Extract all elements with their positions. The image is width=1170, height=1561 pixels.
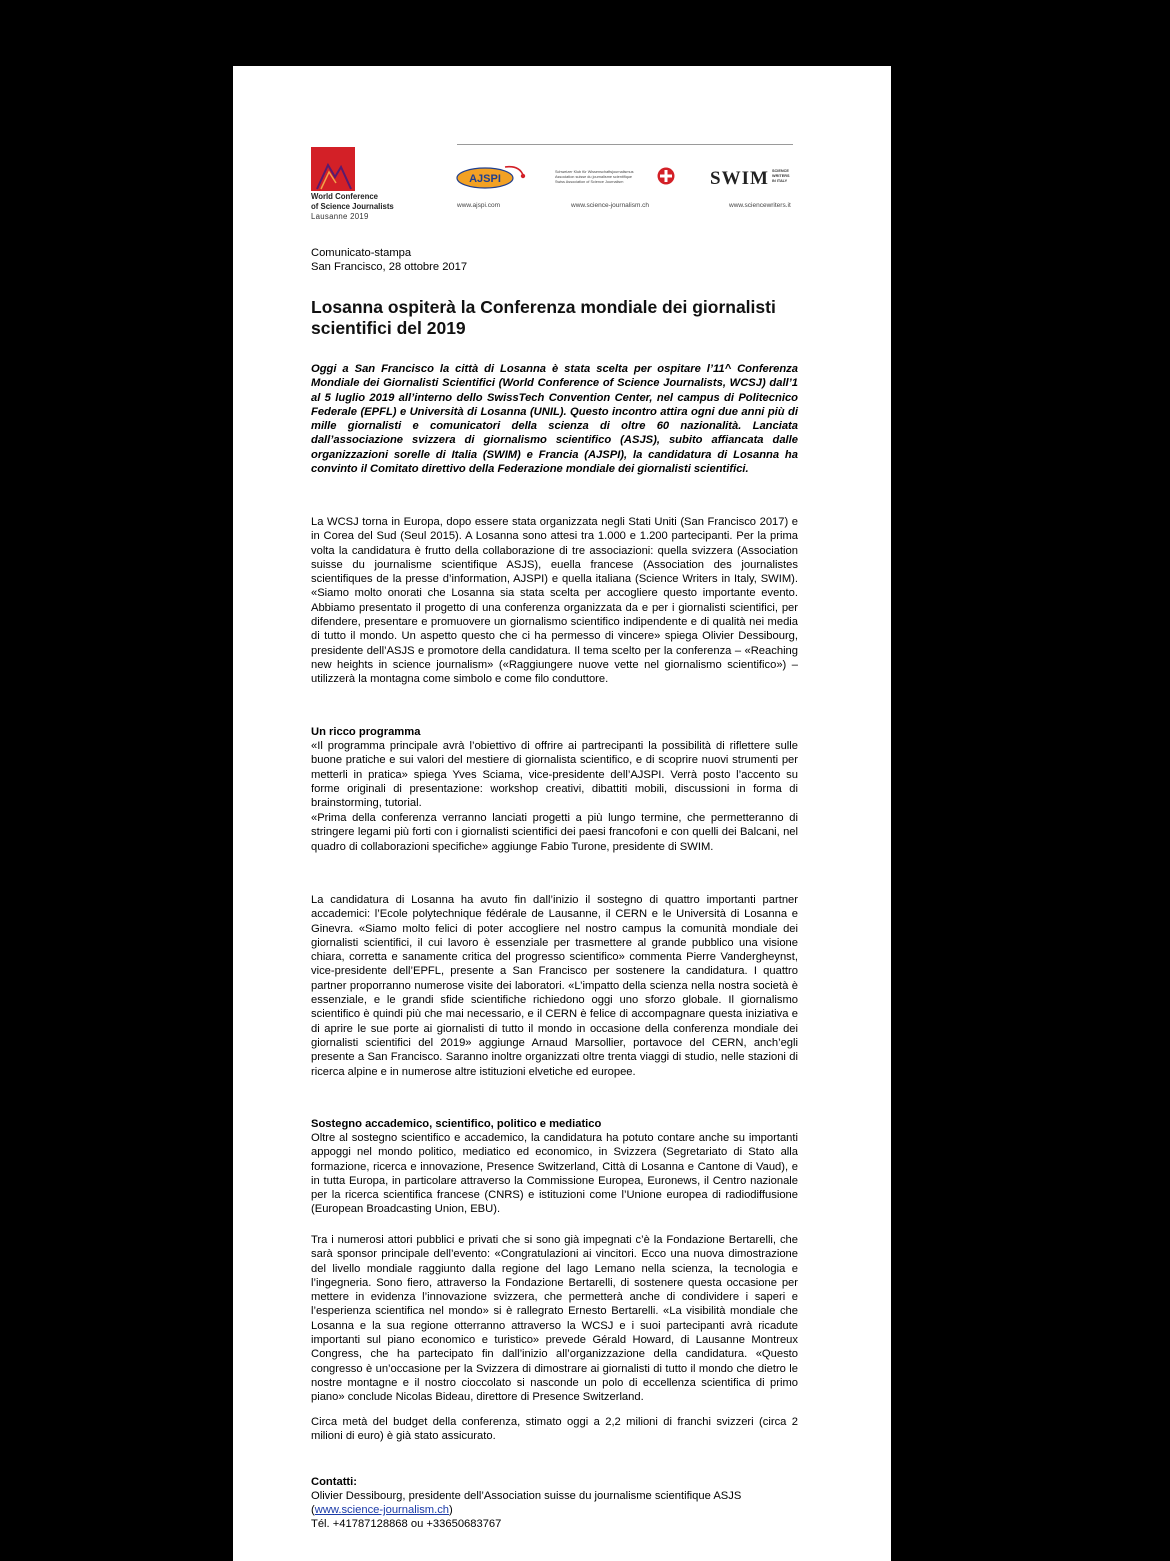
header-divider bbox=[457, 144, 793, 145]
asjs-logo-icon bbox=[657, 167, 675, 185]
swim-logo-sub: SCIENCE WRITERS IN ITALY bbox=[772, 169, 790, 183]
asjs-logo-text: Schweizer Klub für Wissenschaftsjournalismus Association suisse du journalisme scientifique Swiss Association of Science Journalism bbox=[555, 170, 634, 184]
svg-text:AJSPI: AJSPI bbox=[469, 173, 501, 185]
url-asjs[interactable]: www.science-journalism.ch bbox=[571, 202, 650, 209]
section-heading-sostegno: Sostegno accademico, scientifico, politico e mediatico bbox=[311, 1118, 602, 1130]
wcsj-logo-icon bbox=[311, 147, 355, 191]
lead-paragraph: Oggi a San Francisco la città di Losanna è stata scelta per ospitare l’11^ Conferenza Mondiale dei Giornalisti Scientifici (World Conference of Science Journalists, WCSJ) dall’1 al 5 luglio 2019 all’interno dello SwissTech Convention Center, nel campus di Politecnico Federale (EPFL) e Università di Losanna (UNIL). Questo incontro attira ogni due anni più di mille giornalisti e comunicatori della scienza di oltre 60 nazionalità. Lanciata dall’associazione svizzera di giornalismo scientifico (ASJS), subito affiancata dalle organizzazioni sorelle di Italia (SWIM) e Francia (AJSPI), la candidatura di Losanna ha convinto il Comitato direttivo della Federazione mondiale dei giornalisti scientifici. bbox=[311, 363, 798, 476]
ajspi-logo-icon bbox=[455, 161, 527, 193]
paragraph-2a: «Il programma principale avrà l’obiettivo di offrire ai partrecipanti la possibilità di riflettere sulle buone pratiche e sui valori del mestiere di giornalista scientifico, e di scoprire nuovi strumenti per metterli in pratica» spiega Yves Sciama, vice-presidente dell’AJSPI. Verrà posto l’accento su forme originali di presentazione: workshop creativi, dibattiti mobili, discussioni in forma di brainstorming, tutorial. bbox=[311, 740, 798, 810]
contact-phone: Tél. +41787128868 ou +33650683767 bbox=[311, 1518, 502, 1530]
paren-open: ( bbox=[311, 1504, 315, 1516]
paragraph-5: Tra i numerosi attori pubblici e privati che si sono già impegnati c’è la Fondazione Bertarelli, che sarà sponsor principale dell’evento: «Congratulazioni ai vincitori. Ecco una nuova dimostrazione del livello mondiale raggiunto dalla regione del lago Lemano nella scienza, la tecnologia e l’ingegneria. Sono fiero, attraverso la Fondazione Bertarelli, di sostenere questa occasione per mettere in evidenza l’innovazione svizzera, che permetterà anche di condividere i saperi e l’esperienza scientifica nel mondo» si è rallegrato Ernesto Bertarelli. «La visibilità mondiale che Losanna e la sua regione otterranno attraverso la WCSJ e i suoi partecipanti avrà ricadute importanti sul piano economico e turistico» prevede Gérald Howard, di Lausanne Montreux Congress, che ha partecipato fin dall’inizio all’organizzazione della candidatura. «Questo congresso è un’occasione per la Svizzera di dimostrare ai giornalisti di tutto il mondo che dietro le nostre montagne e il nostro cioccolato si nasconde un polo di eccellenza scientifica di primo piano» conclude Nicolas Bideau, direttore di Presence Switzerland. bbox=[311, 1234, 798, 1404]
org-line-1: World Conference bbox=[311, 192, 379, 201]
org-line-3: Lausanne 2019 bbox=[311, 212, 369, 221]
url-swim[interactable]: www.sciencewriters.it bbox=[729, 202, 791, 209]
contact-line-1: Olivier Dessibourg, presidente dell’Association suisse du journalisme scientifique ASJS bbox=[311, 1490, 742, 1502]
section-heading-programma: Un ricco programma bbox=[311, 726, 421, 738]
place-date: San Francisco, 28 ottobre 2017 bbox=[311, 261, 468, 273]
org-line-2: of Science Journalists bbox=[311, 202, 394, 211]
contact-link-line bbox=[311, 1503, 798, 1517]
contact-link[interactable]: www.science-journalism.ch bbox=[314, 1504, 450, 1516]
url-ajspi[interactable]: www.ajspi.com bbox=[457, 202, 500, 209]
contacts-heading: Contatti: bbox=[311, 1476, 357, 1488]
doc-type: Comunicato-stampa bbox=[311, 247, 412, 259]
paragraph-4: Oltre al sostegno scientifico e accademico, la candidatura ha potuto contare anche su importanti appoggi nel mondo politico, mediatico ed economico, in Svizzera (Segretariato di Stato alla formazione, ricerca e innovazione, Presence Switzerland, Città di Losanna e Cantone di Vaud), e in tutta Europa, in particolare attraverso la Commissione Europea, Euronews, il Centro nazionale per la ricerca scientifica francese (CNRS) e istituzioni come l’Unione europea di radiodiffusione (European Broadcasting Union, EBU). bbox=[311, 1132, 798, 1216]
swim-logo: SWIM bbox=[710, 168, 769, 189]
paren-close: ) bbox=[449, 1504, 453, 1516]
paragraph-6: Circa metà del budget della conferenza, stimato oggi a 2,2 milioni di franchi svizzeri (circa 2 milioni di euro) è già stato assicurato. bbox=[311, 1416, 798, 1443]
page-title: Losanna ospiterà la Conferenza mondiale dei giornalisti scientifici del 2019 bbox=[311, 297, 776, 338]
paragraph-2b: «Prima della conferenza verranno lanciati progetti a più lungo termine, che permetteranno di stringere legami più forti con i giornalisti scientifici dei paesi francofoni e con quelli dei Balcani, nel quadro di collaborazioni specifiche» aggiunge Fabio Turone, presidente di SWIM. bbox=[311, 812, 798, 853]
paragraph-1: La WCSJ torna in Europa, dopo essere stata organizzata negli Stati Uniti (San Francisco 2017) e in Corea del Sud (Seul 2015). A Losanna sono attesi tra 1.000 e 1.200 partecipanti. Per la prima volta la candidatura è frutto della collaborazione di tre associazioni: quella svizzera (Association suisse du journalisme scientifique ASJS), euella francese (Association des journalistes scientifiques de la presse d’information, AJSPI) e quella italiana (Science Writers in Italy, SWIM). «Siamo molto onorati che Losanna sia stata scelta per accogliere questo importante evento. Abbiamo presentato il progetto di una conferenza organizzata da e per i giornalisti scientifici, per difendere, presentare e promuovere un giornalismo scientifico indipendente e di qualità nei media di tutto il mondo. Un aspetto questo che ci ha permesso di vincere» spiega Olivier Dessibourg, presidente dell’ASJS e promotore della candidatura. Il tema scelto per la conferenza – «Reaching new heights in science journalism» («Raggiungere nuove vette nel giornalismo scientifico») – utilizzerà la montagna come simbolo e come filo conduttore. bbox=[311, 516, 798, 686]
document-page bbox=[233, 66, 891, 1561]
paragraph-3: La candidatura di Losanna ha avuto fin dall’inizio il sostegno di quattro importanti partner accademici: l’Ecole polytechnique fédérale de Lausanne, il CERN e le Università di Losanna e Ginevra. «Siamo molto felici di poter accogliere nel nostro campus la comunità mondiale dei giornalisti scientifici, il cui lavoro è essenziale per trasmettere al grande pubblico una visione chiara, corretta e sanamente critica del progresso scientifico» commenta Pierre Vandergheynst, vice-presidente dell’EPFL, presente a San Francisco per sostenere la candidatura. I quattro partner proporranno numerose visite dei laboratori. «L’impatto della scienza nella nostra società è essenziale, e le grandi sfide scientifiche richiedono oggi uno sforzo globale. Il giornalismo scientifico è quindi più che mai necessario, e il CERN è felice di accompagnare questa iniziativa e di aprire le sue porte ai giornalisti di tutto il mondo in occasione della conferenza mondiale dei giornalisti scientifici del 2019» aggiunge Arnaud Marsollier, portavoce del CERN, anch’egli presente a San Francisco. Saranno inoltre organizzati oltre trenta viaggi di studio, nelle stazioni di ricerca alpine e in numerose altre istituzioni elvetiche ed europee. bbox=[311, 894, 798, 1078]
